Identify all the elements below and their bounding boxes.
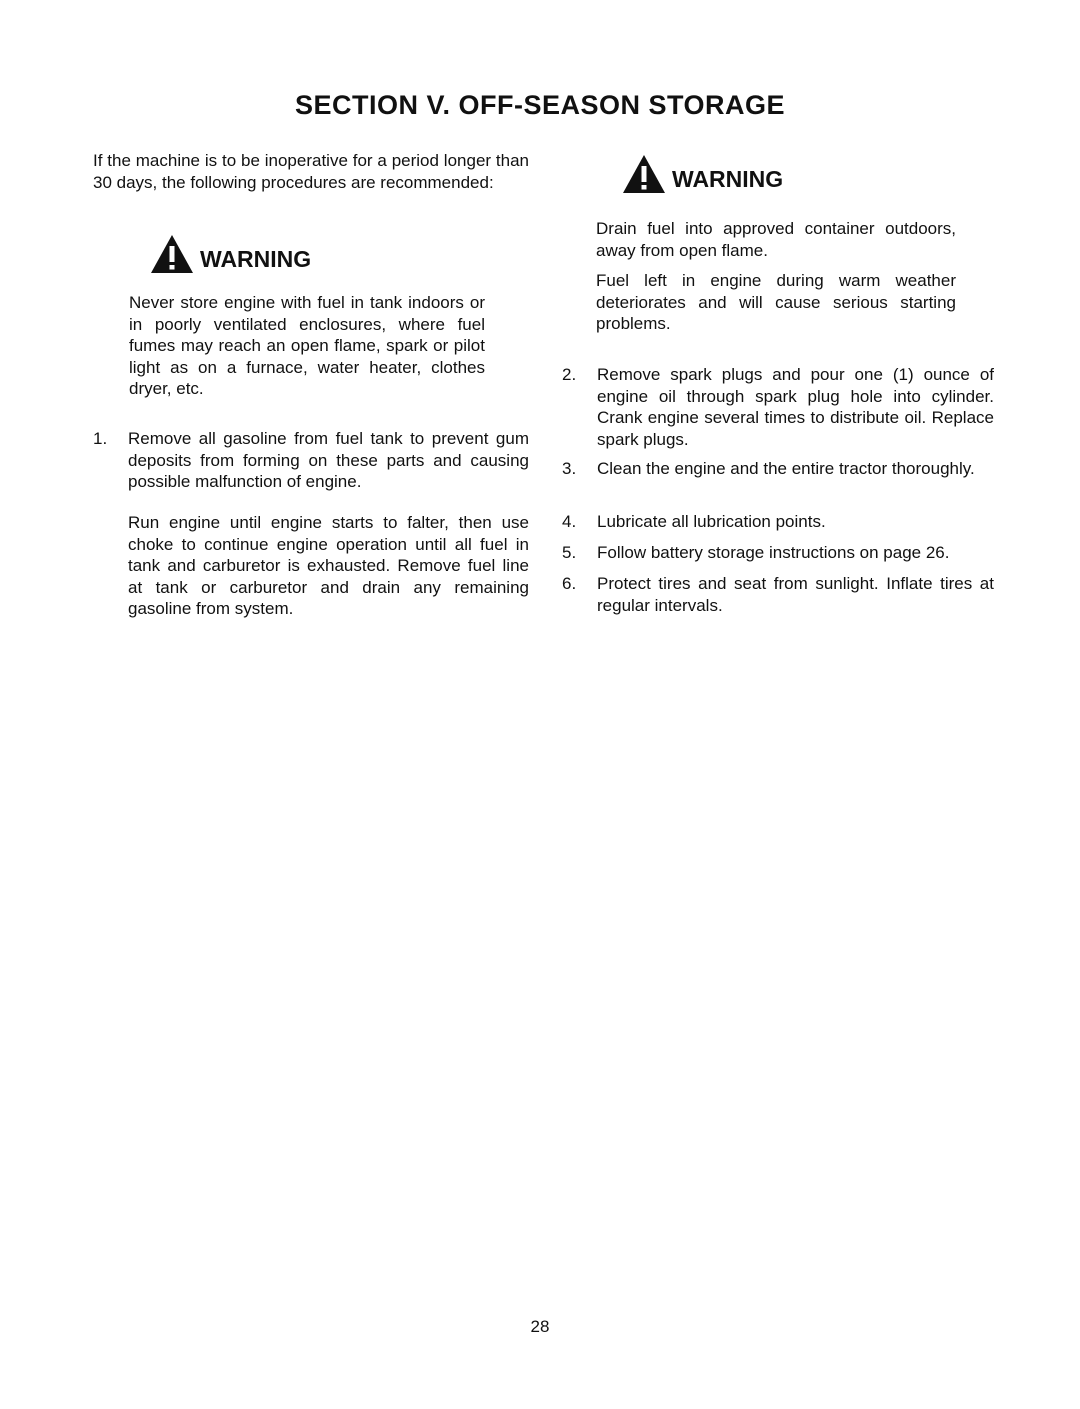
list-item (93, 428, 529, 493)
list-item (562, 458, 994, 480)
step-number: 2. (562, 365, 577, 384)
step-1-followup-text: Run engine until engine starts to falter, then use choke to continue engine operation until all fuel in tank and carburetor is exhausted. Remove fuel line at tank or carburetor and drain any remaining gasoline from system. (128, 513, 529, 618)
warning-label: WARNING (672, 166, 784, 192)
step-1-followup (128, 512, 529, 620)
step-text: Clean the engine and the entire tractor thoroughly. (597, 459, 975, 478)
left-warning-body (129, 292, 485, 400)
intro-paragraph: If the machine is to be inoperative for a period longer than 30 days, the following procedures are recommended: (93, 151, 529, 192)
right-warning-text-1: Drain fuel into approved container outdoors, away from open flame. (596, 219, 956, 260)
step-5 (562, 542, 994, 564)
right-warning-body-2 (596, 270, 956, 335)
list-item (562, 364, 994, 450)
step-1 (93, 428, 529, 493)
warning-label: WARNING (200, 246, 312, 272)
page-number: 28 (530, 1317, 550, 1336)
step-number: 3. (562, 459, 577, 478)
step-number: 6. (562, 574, 577, 593)
step-3 (562, 458, 994, 480)
step-number: 4. (562, 512, 577, 531)
step-number: 5. (562, 543, 577, 562)
list-item (562, 511, 994, 533)
right-warning-header (622, 150, 982, 194)
step-number: 1. (93, 429, 108, 448)
list-item (562, 542, 994, 564)
left-warning-text: Never store engine with fuel in tank indoors or in poorly ventilated enclosures, where fuel fumes may reach an open flame, spark or pilot light as on a furnace, water heater, clothes dryer, etc. (129, 293, 485, 398)
step-4 (562, 511, 994, 533)
warning-triangle-icon (622, 154, 666, 194)
right-warning-body (596, 218, 956, 261)
step-text: Protect tires and seat from sunlight. Inflate tires at regular intervals. (597, 574, 994, 615)
step-6 (562, 573, 994, 616)
warning-triangle-icon (150, 234, 194, 274)
page-title: SECTION V. OFF-SEASON STORAGE (294, 90, 786, 120)
step-text: Remove all gasoline from fuel tank to prevent gum deposits from forming on these parts and causing possible malfunction of engine. (128, 429, 529, 491)
left-column (93, 150, 529, 193)
step-2 (562, 364, 994, 450)
list-item (562, 573, 994, 616)
right-warning-text-2: Fuel left in engine during warm weather deteriorates and will cause serious starting problems. (596, 271, 956, 333)
step-text: Follow battery storage instructions on page 26. (597, 543, 950, 562)
step-text: Lubricate all lubrication points. (597, 512, 826, 531)
step-text: Remove spark plugs and pour one (1) ounce of engine oil through spark plug hole into cylinder. Crank engine several times to distribute oil. Replace spark plugs. (597, 365, 994, 449)
left-warning-header (150, 230, 510, 274)
